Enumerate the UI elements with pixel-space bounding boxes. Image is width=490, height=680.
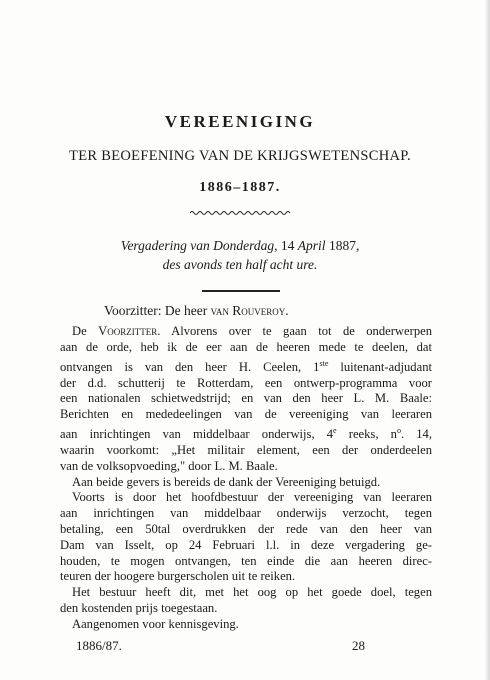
meeting-day: , 14 [274,238,298,253]
text-line [60,376,432,392]
section-rule [202,290,280,292]
text-line [60,356,432,376]
text-line [60,506,432,522]
chairman-name: van Rouveroy. [210,303,289,318]
page-edge-shadow [484,0,490,680]
text-line [60,538,432,554]
society-subtitle: TER BEOEFENING VAN DE KRIJGSWETENSCHAP. [69,148,411,164]
text-segment: De [72,324,99,338]
text-segment: betaling, een 50tal overdrukken der rede van den heer van [60,521,432,536]
text-line [60,459,432,475]
text-segment: den kostenden prijs toegestaan. [60,600,218,615]
meeting-year: 1887, [325,238,360,253]
text-segment: Aan beide gevers is bereids de dank der Vereeniging betuigd. [72,474,381,489]
superscript: e [333,425,337,435]
text-line [60,391,432,407]
text-line [60,569,432,585]
speaker-name: Voorzitter. [98,324,161,338]
text-line [60,340,432,356]
text-segment: aan inrichtingen van middelbaar onderwijs verzocht, tegen [60,506,432,521]
text-segment: Voorts is door het hoofdbestuur der vereeniging van leeraren [72,490,432,505]
society-title: VEREENIGING [164,112,316,131]
text-segment: aan de orde, heb ik de eer aan de heeren mede te deelen, dat [60,339,432,354]
text-line [60,554,432,570]
text-segment: Alvorens over te gaan tot de onderwerpen [160,324,432,338]
chairman-label: Voorzitter: De heer [104,303,211,318]
wavy-divider [190,210,292,216]
superscript: ste [319,358,329,368]
paragraph [60,324,432,475]
meeting-month: April [297,238,326,253]
text-segment: . 14, [400,427,432,442]
text-line [60,585,432,601]
text-segment: aan inrichtingen van middelbaar onderwijs, 4 [60,427,334,442]
text-line [60,475,432,491]
page-number: 28 [352,638,365,653]
paragraph [60,585,432,617]
text-segment: waarin voorkomt: „Het militair element, een der onderdeelen [60,442,432,457]
superscript: o [396,425,401,435]
meeting-time: des avonds ten half acht ure. [162,257,318,272]
text-line [60,324,432,340]
text-segment: ontvangen is van den heer H. Ceelen, 1 [60,359,320,374]
meeting-time-line [0,255,480,274]
paragraph [60,617,432,633]
paragraph [60,475,432,491]
text-line [60,490,432,506]
meeting-label: Vergadering van Donderdag [120,238,275,253]
minutes-body [60,324,432,633]
text-segment: Aangenomen voor kennisgeving. [72,616,239,631]
text-segment: van de volksopvoeding," door L. M. Baale. [60,458,278,473]
paragraph [60,490,432,585]
meeting-info [0,236,480,274]
chairman-line [104,303,289,319]
text-segment: Dam van Isselt, op 24 Februari l.l. in deze vergadering ge- [60,537,432,552]
text-segment: houden, te mogen ontvangen, ten einde die aan heeren direc- [60,553,432,568]
text-segment: teuren der hoogere burgerscholen uit te reiken. [60,569,296,584]
text-segment: Het bestuur heeft dit, met het oog op het goede doel, tegen [72,585,432,600]
session-years: 1886–1887. [199,180,281,195]
text-segment: reeks, n [336,427,397,442]
text-segment: der d.d. schutterij te Rotterdam, een ontwerp-programma voor [60,375,432,390]
text-line [60,617,432,633]
text-line [60,443,432,459]
meeting-date-line [0,236,480,255]
text-line [60,601,432,617]
signature-mark: 1886/87. [76,638,122,653]
text-segment: Berichten en mededeelingen van de vereeniging van leeraren [60,407,432,422]
text-segment: een nationalen schietwedstrijd; en van den heer L. M. Baale: [60,391,432,406]
text-line [60,522,432,538]
text-segment: luitenant-adjudant [328,359,432,374]
text-line [60,423,432,443]
text-line [60,407,432,423]
